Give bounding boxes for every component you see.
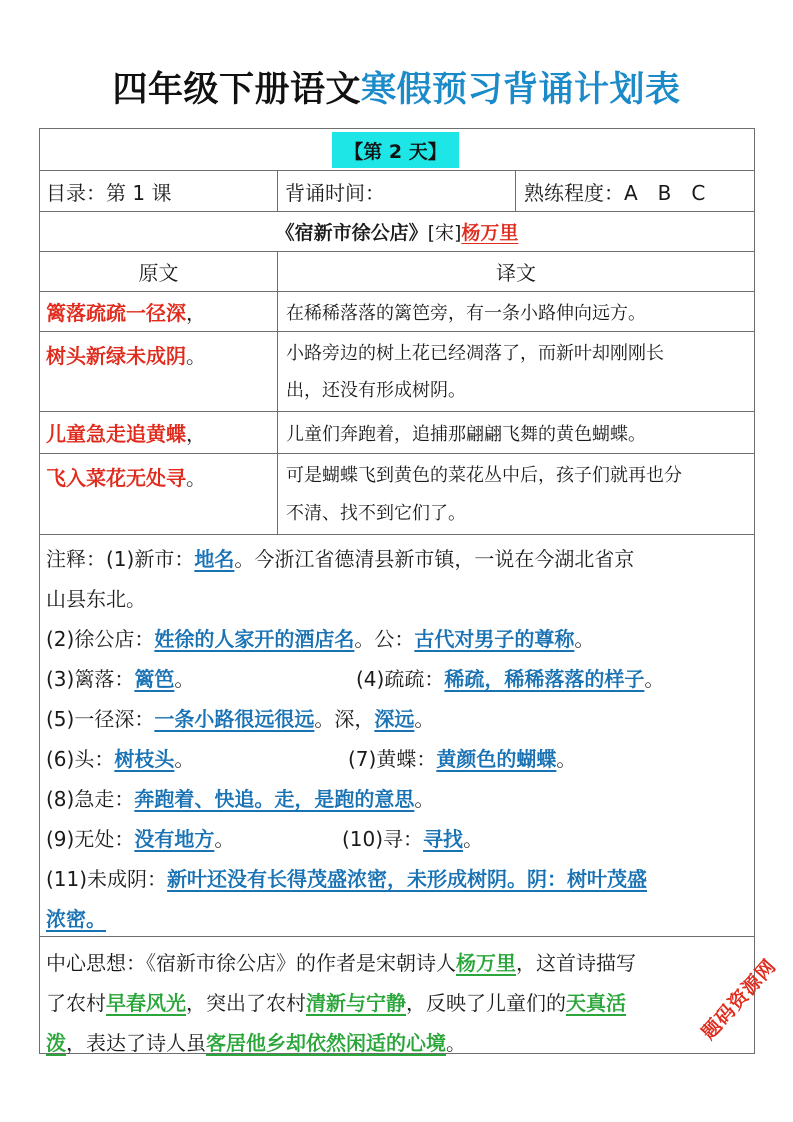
original-cell xyxy=(46,332,276,376)
note-answer: 奔跑着、快追。走，是跑的意思 xyxy=(134,787,415,811)
catalog-cell xyxy=(46,171,276,211)
central-line-1: 中心思想：《宿新市徐公店》的作者是宋朝诗人杨万里，这首诗描写 xyxy=(46,951,636,975)
note-9-10: (9)无处：没有地方。 (10)寻：寻找。 xyxy=(46,819,750,859)
original-text: 儿童急走追黄蝶 xyxy=(46,422,186,446)
catalog-text: 目录：第 1 课 xyxy=(46,180,172,205)
note-10: (10)寻：寻找。 xyxy=(342,827,484,851)
note-7: (7)黄蝶：黄颜色的蝴蝶。 xyxy=(348,747,577,771)
poem-dynasty: [宋] xyxy=(427,222,462,244)
day-row xyxy=(40,129,754,171)
translation-line: 出，还没有形成树阴。 xyxy=(286,380,466,401)
divider xyxy=(515,171,516,212)
original-text: 飞入菜花无处寻 xyxy=(46,465,186,490)
divider xyxy=(277,292,278,332)
central-line-3: 泼，表达了诗人虽客居他乡却依然闲适的心境。 xyxy=(46,1031,466,1055)
divider xyxy=(277,171,278,212)
title-part-1: 四年级下册语文 xyxy=(112,70,361,110)
note-answer: 篱笆 xyxy=(134,667,175,691)
plan-table xyxy=(39,128,755,1054)
proficiency-cell xyxy=(524,171,754,211)
info-row xyxy=(40,171,754,212)
note-11-cont xyxy=(46,899,750,939)
central-answer: 天真活 xyxy=(566,991,626,1015)
central-idea-section xyxy=(40,937,754,1053)
note-answer: 姓徐的人家开的酒店名 xyxy=(154,627,355,651)
page-title xyxy=(0,66,793,114)
translation-line: 小路旁边的树上花已经凋落了，而新叶却刚刚长 xyxy=(286,343,664,364)
central-answer: 早春风光 xyxy=(106,991,186,1015)
original-punct: ， xyxy=(186,301,206,325)
col-translation-label: 译文 xyxy=(496,261,536,285)
divider xyxy=(277,454,278,535)
note-1-cont: 山县东北。 xyxy=(46,587,146,611)
central-idea-body xyxy=(46,943,750,1063)
poem-line-row xyxy=(40,332,754,412)
original-cell xyxy=(46,454,276,498)
translation-text: 在稀稀落落的篱笆旁，有一条小路伸向远方。 xyxy=(286,302,646,324)
note-1: 注释：(1)新市：地名。今浙江省德清县新市镇，一说在今湖北省京 xyxy=(46,547,635,571)
original-text: 篱落疏疏一径深 xyxy=(46,301,186,325)
poem-title-cell xyxy=(40,212,754,251)
note-answer: 稀疏，稀稀落落的样子 xyxy=(444,667,645,691)
translation-text: 儿童们奔跑着，追捕那翩翩飞舞的黄色蝴蝶。 xyxy=(286,423,646,445)
poem-line-row xyxy=(40,454,754,535)
central-answer: 杨万里 xyxy=(456,951,516,975)
col-original-header xyxy=(40,252,277,291)
note-answer: 没有地方 xyxy=(134,827,215,851)
recite-time-cell xyxy=(285,171,515,211)
central-answer: 清新与宁静 xyxy=(306,991,406,1015)
day-badge: 【第 2 天】 xyxy=(332,132,459,168)
note-answer: 树枝头 xyxy=(114,747,175,771)
note-answer: 新叶还没有长得茂盛浓密，未形成树阴。阴：树叶茂盛 xyxy=(167,867,648,891)
central-answer: 客居他乡却依然闲适的心境 xyxy=(206,1031,446,1055)
proficiency-text: 熟练程度：A B C xyxy=(524,180,706,205)
original-punct: 。 xyxy=(186,343,206,368)
poem-title: 《宿新市徐公店》 xyxy=(275,222,428,244)
note-answer: 浓密。 xyxy=(46,907,106,931)
recite-time-text: 背诵时间： xyxy=(285,180,385,205)
divider xyxy=(277,412,278,454)
note-answer: 古代对男子的尊称 xyxy=(414,627,575,651)
note-11: (11)未成阴：新叶还没有长得茂盛浓密，未形成树阴。阴：树叶茂盛 xyxy=(46,867,648,891)
note-answer: 深远 xyxy=(374,707,415,731)
translation-cell xyxy=(286,412,752,453)
notes-body xyxy=(46,539,750,939)
translation-line: 不清、找不到它们了。 xyxy=(286,503,466,524)
translation-cell xyxy=(286,457,752,533)
note-5: (5)一径深：一条小路很远很远。深，深远。 xyxy=(46,707,435,731)
original-cell xyxy=(46,292,276,331)
original-punct: ， xyxy=(186,422,206,446)
col-translation-header xyxy=(278,252,754,291)
central-answer: 泼 xyxy=(46,1031,66,1055)
note-3-4: (3)篱落：篱笆。 (4)疏疏：稀疏，稀稀落落的样子。 xyxy=(46,659,750,699)
note-answer: 一条小路很远很远 xyxy=(154,707,315,731)
note-answer: 寻找 xyxy=(423,827,464,851)
translation-cell xyxy=(286,292,752,331)
column-header-row xyxy=(40,252,754,292)
original-cell xyxy=(46,412,276,453)
divider xyxy=(277,332,278,412)
col-original-label: 原文 xyxy=(138,261,179,285)
note-4: (4)疏疏：稀疏，稀稀落落的样子。 xyxy=(356,667,665,691)
poem-title-row xyxy=(40,212,754,252)
original-punct: 。 xyxy=(186,465,206,490)
note-answer: 黄颜色的蝴蝶 xyxy=(436,747,557,771)
note-6-7: (6)头：树枝头。 (7)黄蝶：黄颜色的蝴蝶。 xyxy=(46,739,750,779)
translation-line: 可是蝴蝶飞到黄色的菜花丛中后，孩子们就再也分 xyxy=(286,465,682,486)
translation-cell xyxy=(286,335,752,409)
note-8: (8)急走：奔跑着、快追。走，是跑的意思。 xyxy=(46,787,435,811)
note-answer: 地名 xyxy=(194,547,235,571)
notes-section xyxy=(40,535,754,937)
poem-author: 杨万里 xyxy=(461,222,519,244)
poem-line-row xyxy=(40,412,754,454)
poem-line-row xyxy=(40,292,754,332)
note-2: (2)徐公店：姓徐的人家开的酒店名。公：古代对男子的尊称。 xyxy=(46,627,595,651)
original-text: 树头新绿未成阴 xyxy=(46,343,186,368)
title-part-2: 寒假预习背诵计划表 xyxy=(361,70,681,110)
watermark-stamp: 题码资源网 xyxy=(697,954,781,1045)
central-line-2: 了农村早春风光，突出了农村清新与宁静，反映了儿童们的天真活 xyxy=(46,991,626,1015)
